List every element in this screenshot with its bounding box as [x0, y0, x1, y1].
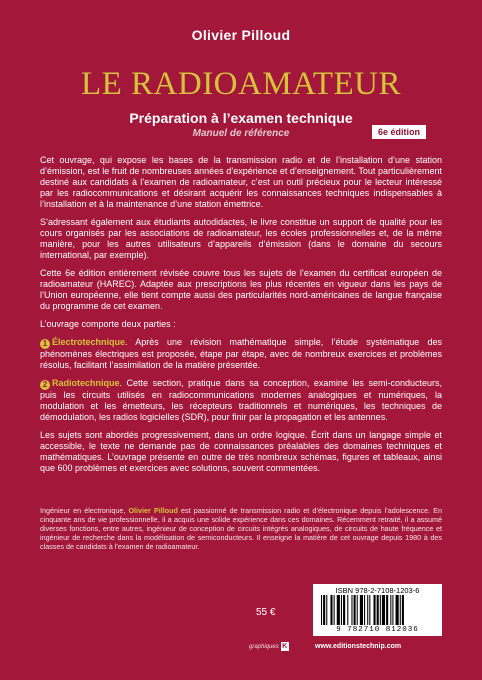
part-two: [40, 378, 442, 423]
part-two-text: . Cette section, pratique dans sa conception, examine les semi-conducteurs, puis les circuits utilisés en radiocommunications modernes analogiques et numériques, la modulation et les émetteurs, les récepteurs traditionnels et numériques, les techniques de démodulation, les radios logicielles (SDR), pour finir par la propagation et les antennes.: [40, 378, 442, 422]
description-paragraph: Les sujets sont abordés progressivement, dans un ordre logique. Écrit dans un langage simple et accessible, le texte ne demande pas de connaissances préalables des domaines techniques et mathématiques. L’ouvrage présente en outre de très nombreux schémas, figures et tableaux, ainsi que 600 problèmes et exercices avec solutions, souvent commentées.: [40, 430, 442, 473]
bio-author-name: Olivier Pilloud: [128, 506, 178, 515]
part-one-text: . Après une révision mathématique simple, l’étude systématique des phénomènes électriques est proposée, étape par étape, avec de nombreux exercices et problèmes résolus, facilitant l’assimilation de la matière présentée.: [40, 337, 442, 370]
bio-text: est passionné de transmission radio et d’électronique depuis l’adolescence. En cinquante ans de vie professionnelle, il a acquis une solide expérience dans ces domaines. Récemment retraité, il a assumé diverses fonctions, entre autres, ingénieur de conception de circuits intégrés analogiques, de circuits de haute fréquence et ingénieur de recherche dans la modélisation de semiconducteurs. Il enseigne la matière de cet ouvrage depuis 1980 à des classes de candidats à l’examen de radioamateur.: [40, 506, 442, 551]
publisher-label: graphiques: [249, 644, 279, 651]
description: [40, 155, 442, 481]
book-title: LE RADIOAMATEUR: [80, 66, 402, 102]
part-one: [40, 337, 442, 371]
ean-number: 9 782710 812036: [336, 626, 419, 634]
part-one-heading: Électrotechnique: [52, 337, 126, 347]
price: 55 €: [256, 607, 276, 618]
publisher-badge-icon: K: [282, 643, 288, 650]
description-paragraph: S’adressant également aux étudiants autodidactes, le livre constitue un support de qualité pour les cours organisés par les associations de radioamateur, les écoles professionnelles et, de la même manière, pour les autres utilisateurs d’appareils d’émission (dans le domaine du secours international, par exemple).: [40, 217, 442, 260]
manual-label: Manuel de référence: [192, 128, 290, 139]
isbn-number: ISBN 978-2-7108-1203-6: [335, 586, 420, 595]
bio-lead: Ingénieur en électronique,: [40, 506, 129, 515]
author-bio: [40, 506, 442, 551]
part-two-heading: Radiotechnique: [52, 378, 120, 388]
barcode-icon: [321, 595, 434, 625]
author-name: Olivier Pilloud: [191, 27, 291, 43]
publisher-website: www.editionstechnip.com: [315, 643, 402, 650]
description-paragraph: Cet ouvrage, qui expose les bases de la transmission radio et de l’installation d’une station d’émission, est le fruit de nombreuses années d’expérience et d’enseignement. Tout particulièrement destiné aux candidats à l’examen de radioamateur, c’est un outil précieux pour le lecteur intéressé par les radiocommunications et désirant acquérir les connaissances techniques indispensables à l’installation et à la maintenance d’une station émettrice.: [40, 155, 442, 209]
part-one-number-icon: 1: [40, 339, 50, 349]
book-subtitle: Préparation à l’examen technique: [129, 110, 353, 126]
description-paragraph: L’ouvrage comporte deux parties :: [40, 319, 176, 329]
part-two-number-icon: 2: [40, 380, 50, 390]
publisher-logo: [249, 642, 289, 651]
edition-badge: 6e édition: [372, 125, 426, 139]
description-paragraph: Cette 6e édition entièrement révisée couvre tous les sujets de l’examen du certificat européen de radioamateur (HAREC). Adaptée aux prescriptions les plus récentes en vigueur dans les pays de l’Union européenne, elle tient compte aussi des particularités nord-américaines de langue française du programme de cet examen.: [40, 268, 442, 311]
barcode-box: [313, 584, 442, 636]
